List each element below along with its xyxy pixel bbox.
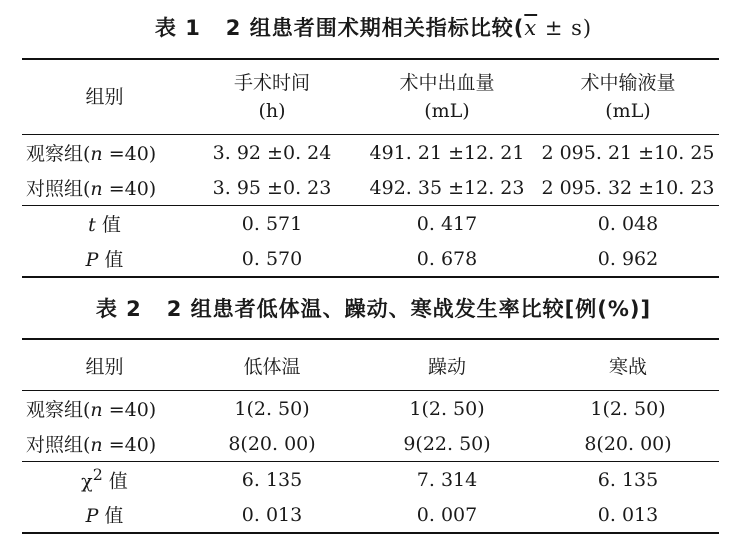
table2-cell: 1(2. 50) [409,397,485,420]
table2-cell: 8(20. 00) [584,432,672,455]
table1-row-t [22,206,719,242]
table1-header-row [22,59,719,135]
table1-header-label: 术中输液量 [580,72,676,94]
table1-cell: 492. 35 ±12. 23 [369,176,525,199]
table1-cell: 0. 570 [241,247,303,270]
table2-header-shivering: 寒战 [537,339,719,391]
table1-cell: 0. 571 [187,206,357,242]
table1-header-infusion [537,59,719,135]
table2-cell: 8(20. 00) [228,432,316,455]
table2-stat-label: P 值 [85,505,124,527]
table1-cell: 0. 048 [537,206,719,242]
table2-row-group: 观察组(n =40) [26,399,157,421]
table2-cell: 0. 013 [241,503,303,526]
table1-cell: 0. 678 [416,247,478,270]
table1-header-label: 组别 [85,86,124,108]
table1-caption-pm: ± s) [537,16,593,40]
table2-header-agitation: 躁动 [357,339,537,391]
table1-cell: 3. 95 ±0. 23 [212,176,332,199]
table2-caption-text: 2 组患者低体温、躁动、寒战发生率比较[例(%)] [166,297,652,321]
table2-cell: 1(2. 50) [234,397,310,420]
table1-header-group [22,59,187,135]
table2-row-control [22,426,719,462]
table2-cell: 0. 007 [416,503,478,526]
table1-row-p [22,241,719,277]
table1-cell: 2 095. 32 ±10. 23 [541,176,715,199]
table2-cell: 6. 135 [537,462,719,498]
table1-row-group: 观察组(n =40) [26,143,157,165]
table2-header-group: 组别 [22,339,187,391]
table1-cell: 0. 962 [597,247,659,270]
table1 [22,58,719,278]
table1-header-label: 手术时间 [233,72,310,94]
table2-stat-label: $\chi^2$ 值 [22,462,187,498]
table2-row-observation [22,391,719,427]
table1-cell: 2 095. 21 ±10. 25 [541,141,715,164]
table1-header-unit: (mL) [605,100,651,122]
table2-cell: 0. 013 [597,503,659,526]
table2-row-chi2 [22,462,719,498]
table1-header-label: 术中出血量 [399,72,495,94]
table2-header-row [22,339,719,391]
table2-row-p [22,497,719,533]
table1-cell: 491. 21 ±12. 21 [369,141,525,164]
table2-cell: 9(22. 50) [403,432,491,455]
table1-caption-symbol: $\overline{x}$ [524,16,538,40]
table1-row-control [22,170,719,206]
table1-stat-label: t 值 [22,206,187,242]
table2-cell: 1(2. 50) [590,397,666,420]
table1-header-op-time [187,59,357,135]
table1-header-unit: (mL) [424,100,470,122]
table1-caption-text: 2 组患者围术期相关指标比较( [225,16,525,40]
table1-header-unit: (h) [258,100,286,122]
table2-row-group: 对照组(n =40) [26,434,157,456]
table1-cell: 3. 92 ±0. 24 [212,141,332,164]
table2-cell: 7. 314 [357,462,537,498]
table1-caption-prefix: 表 1 [154,16,201,40]
table2-caption [0,295,747,323]
table2-header-hypothermia: 低体温 [187,339,357,391]
table2 [22,338,719,534]
table2-caption-prefix: 表 2 [95,297,142,321]
table1-caption [0,14,747,42]
table1-row-observation [22,135,719,171]
table1-header-blood-loss [357,59,537,135]
table1-row-group: 对照组(n =40) [26,178,157,200]
table2-cell: 6. 135 [187,462,357,498]
table1-stat-label: P 值 [85,249,124,271]
table1-cell: 0. 417 [357,206,537,242]
